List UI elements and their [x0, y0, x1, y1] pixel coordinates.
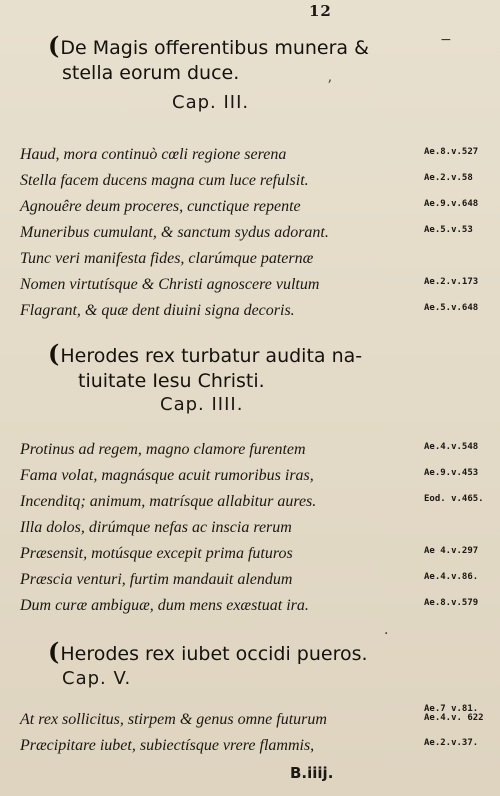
verse-text: At rex sollicitus, stirpem & genus omne futurum	[20, 711, 327, 728]
pilcrow-icon: (	[48, 637, 60, 666]
margin-mark: ·	[384, 626, 389, 642]
margin-mark: −	[440, 32, 452, 48]
verse-text: Præscia venturi, furtim mandauit alendum	[20, 571, 293, 588]
verse-text: Nomen virtutísque & Christi agnoscere vultum	[20, 276, 320, 293]
heading-line: Herodes rex iubet occidi pueros.	[60, 643, 368, 665]
verse-text: Haud, mora continuò cœli regione serena	[20, 146, 287, 163]
verse-row	[20, 463, 490, 489]
verse-text: Muneribus cumulant, & sanctum sydus adorant.	[20, 224, 329, 241]
verse-reference: Ae.9.v.648	[424, 199, 479, 209]
verse-reference: Ae.5.v.53	[424, 225, 473, 235]
verse-row	[20, 168, 490, 194]
verse-reference: Ae.4.v.548	[424, 442, 479, 452]
verse-text: Flagrant, & quæ dent diuini signa decoris.	[20, 302, 295, 319]
section-heading	[48, 33, 468, 86]
pilcrow-icon: (	[48, 31, 60, 60]
verse-row	[20, 437, 490, 463]
verse-row	[20, 298, 490, 324]
chapter-label: Cap. V.	[62, 668, 132, 689]
verse-row	[20, 541, 490, 567]
verse-reference: Ae.2.v.58	[424, 173, 473, 183]
verse-reference: Ae.2.v.37.	[424, 738, 479, 748]
verse-reference: Ae.5.v.648	[424, 303, 479, 313]
verse-text: Præsensit, motúsque excepit prima futuros	[20, 545, 293, 562]
verse-text: Illa dolos, dirúmque nefas ac inscia rerum	[20, 519, 292, 536]
verse-row	[20, 220, 490, 246]
section-heading	[48, 341, 468, 394]
verse-row	[20, 567, 490, 593]
verse-row	[20, 733, 490, 759]
verse-row	[20, 194, 490, 220]
verse-row	[20, 246, 490, 272]
verse-row	[20, 593, 490, 619]
verse-reference: Ae.8.v.579	[424, 598, 479, 608]
verse-reference: Ae.8.v.527	[424, 147, 479, 157]
verse-text: Dum curæ ambiguæ, dum mens exæstuat ira.	[20, 597, 309, 614]
verse-block	[20, 142, 490, 324]
chapter-label: Cap. IIII.	[160, 394, 244, 415]
pilcrow-icon: (	[48, 339, 60, 368]
heading-line: De Magis offerentibus munera &	[60, 37, 369, 59]
section-heading	[48, 639, 468, 667]
heading-line: tiuitate Iesu Christi.	[78, 370, 265, 392]
verse-text: Protinus ad regem, magno clamore furentem	[20, 441, 306, 458]
verse-row	[20, 272, 490, 298]
verse-text: Præcipitare iubet, subiectísque vrere flammis,	[20, 737, 315, 754]
verse-reference: Ae.9.v.453	[424, 468, 479, 478]
verse-row	[20, 142, 490, 168]
verse-block	[20, 437, 490, 619]
margin-mark: ʼ	[327, 78, 332, 94]
verse-text: Stella facem ducens magna cum luce refulsit.	[20, 172, 309, 189]
verse-text: Tunc veri manifesta fides, clarúmque paternæ	[20, 250, 314, 267]
heading-line: stella eorum duce.	[62, 62, 240, 84]
verse-row	[20, 704, 490, 733]
signature-mark: B.iiij.	[290, 764, 334, 782]
verse-text: Agnouêre deum proceres, cunctique repente	[20, 198, 301, 215]
verse-reference: Eod. v.465.	[424, 494, 484, 504]
verse-text: Fama volat, magnásque acuit rumoribus iras,	[20, 467, 314, 484]
verse-text: Incenditq; animum, matrísque allabitur aures.	[20, 493, 317, 510]
verse-row	[20, 489, 490, 515]
verse-reference: Ae.4.v.86.	[424, 572, 479, 582]
verse-reference: Ae.2.v.173	[424, 277, 479, 287]
verse-reference: Ae.7 v.81. Ae.4.v. 622	[424, 704, 484, 723]
verse-reference: Ae 4.v.297	[424, 546, 479, 556]
chapter-label: Cap. III.	[172, 92, 250, 113]
heading-line: Herodes rex turbatur audita na-	[60, 345, 363, 367]
verse-row	[20, 515, 490, 541]
verse-block	[20, 704, 490, 759]
page-number: 12	[309, 2, 332, 20]
